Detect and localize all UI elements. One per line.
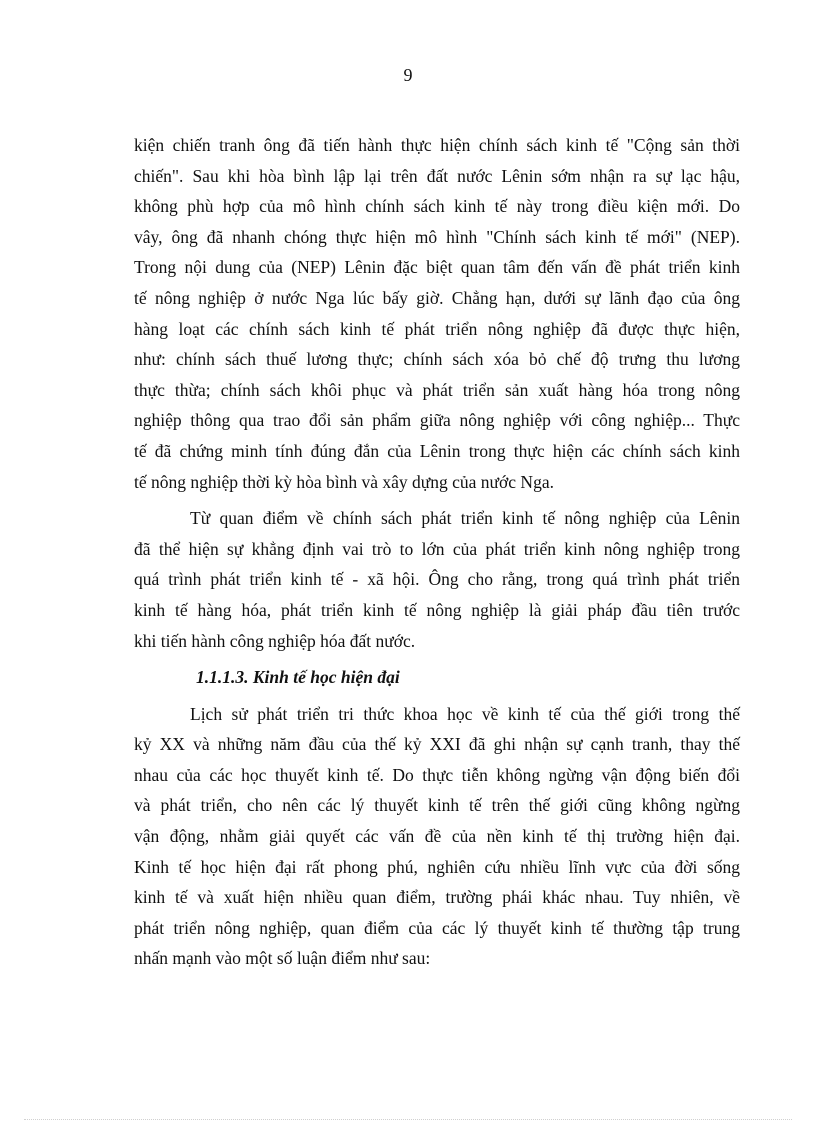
text-line: hàng loạt các chính sách kinh tế phát triển nông nghiệp đã được thực hiện, [134, 318, 740, 339]
page-number: 9 [403, 65, 413, 85]
text-line: tế nông nghiệp ở nước Nga lúc bấy giờ. Chẳng hạn, dưới sự lãnh đạo của ông [134, 287, 740, 308]
text-line: như: chính sách thuế lương thực; chính sách xóa bỏ chế độ trưng thu lương [134, 349, 740, 370]
text-line: quá trình phát triển kinh tế - xã hội. Ông cho rằng, trong quá trình phát triển [134, 569, 740, 590]
text-line: chiến". Sau khi hòa bình lập lại trên đất nước Lênin sớm nhận ra sự lạc hậu, [134, 165, 740, 186]
text-line: tế đã chứng minh tính đúng đắn của Lênin trong thực hiện các chính sách kinh [134, 440, 740, 461]
text-line: kiện chiến tranh ông đã tiến hành thực hiện chính sách kinh tế "Cộng sản thời [134, 135, 740, 155]
paragraph [134, 130, 740, 497]
text-line: vận động, nhằm giải quyết các vấn đề của nền kinh tế thị trường hiện đại. [134, 826, 740, 847]
page-bottom-divider [24, 1119, 792, 1120]
text-line: khi tiến hành công nghiệp hóa đất nước. [134, 630, 416, 651]
text-line: và phát triển, cho nên các lý thuyết kinh tế trên thế giới cũng không ngừng [134, 795, 740, 816]
text-line: nhau của các học thuyết kinh tế. Do thực tiễn không ngừng vận động biến đổi [134, 764, 740, 785]
text-line: đã thể hiện sự khẳng định vai trò to lớn của phát triển kinh nông nghiệp trong [134, 538, 740, 559]
text-line: Từ quan điểm về chính sách phát triển kinh tế nông nghiệp của Lênin [190, 508, 740, 529]
text-line: kinh tế hàng hóa, phát triển kinh tế nông nghiệp là giải pháp đầu tiên trước [134, 599, 740, 620]
text-line: tế nông nghiệp thời kỳ hòa bình và xây dựng của nước Nga. [134, 471, 554, 492]
text-line: kỷ XX và những năm đầu của thế kỷ XXI đã ghi nhận sự cạnh tranh, thay thế [134, 734, 740, 755]
section-heading: 1.1.1.3. Kinh tế học hiện đại [196, 667, 400, 688]
text-line: không phù hợp của mô hình chính sách kinh tế này trong điều kiện mới. Do [134, 196, 740, 217]
text-line: vây, ông đã nhanh chóng thực hiện mô hình "Chính sách kinh tế mới" (NEP). [134, 226, 740, 247]
paragraph [134, 503, 740, 656]
text-line: Kinh tế học hiện đại rất phong phú, nghiên cứu nhiều lĩnh vực của đời sống [134, 856, 740, 877]
text-line: phát triển nông nghiệp, quan điểm của các lý thuyết kinh tế thường tập trung [134, 917, 740, 938]
text-line: nhấn mạnh vào một số luận điểm như sau: [134, 948, 431, 969]
text-line: kinh tế và xuất hiện nhiều quan điểm, trường phái khác nhau. Tuy nhiên, về [134, 887, 740, 908]
paragraph [134, 699, 740, 974]
text-line: Lịch sử phát triển tri thức khoa học về kinh tế của thế giới trong thế [190, 703, 740, 724]
text-line: Trong nội dung của (NEP) Lênin đặc biệt quan tâm đến vấn đề phát triển kinh [134, 257, 740, 278]
document-body [134, 130, 740, 974]
text-line: thực thừa; chính sách khôi phục và phát triển sản xuất hàng hóa trong nông [134, 379, 740, 400]
text-line: nghiệp thông qua trao đổi sản phẩm giữa nông nghiệp với công nghiệp... Thực [134, 410, 740, 431]
